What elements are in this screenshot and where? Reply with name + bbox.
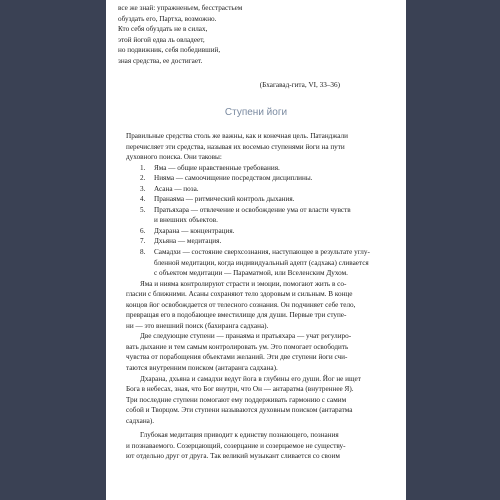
step-number: 2. bbox=[140, 174, 146, 183]
step-line bbox=[126, 205, 404, 216]
step-line bbox=[126, 184, 404, 195]
verse-line: но подвижник, себя победивший, bbox=[118, 46, 221, 55]
step-text: Нияма — самоочищение посредством дисциплины. bbox=[154, 174, 313, 183]
paragraph-line: Яма и нияма контролируют страсти и эмоции, помогают жить в со- bbox=[140, 279, 347, 288]
paragraph-line: концов йог освобождается от телесного сознания. Он подчиняет себе тело, bbox=[126, 300, 356, 309]
paragraph-line: садхана). bbox=[126, 416, 155, 425]
step-line bbox=[126, 258, 404, 269]
step-line bbox=[126, 215, 404, 226]
step-number: 7. bbox=[140, 237, 146, 246]
step-text: Пранаяма — ритмический контроль дыхания. bbox=[154, 195, 295, 204]
paragraph-line: таются внутренним поиском (антаранга садхана). bbox=[126, 364, 278, 373]
step-line bbox=[126, 226, 404, 237]
step-line bbox=[126, 173, 404, 184]
book-page[interactable] bbox=[106, 0, 406, 500]
verse-line: зная средства, ее достигает. bbox=[118, 56, 203, 65]
verse-line: этой йогой едва ль овладеет, bbox=[118, 35, 205, 44]
verse-line: Кто себя обуздать не в силах, bbox=[118, 25, 208, 34]
step-number: 3. bbox=[140, 184, 146, 193]
step-line bbox=[126, 247, 404, 258]
step-line bbox=[126, 236, 404, 247]
paragraph-line: собой и Творцом. Эти ступени называются духовным поиском (антаратма bbox=[126, 406, 353, 415]
paragraph-line: Глубокая медитация приводит к единству познающего, познания bbox=[140, 431, 339, 440]
intro-line: Правильные средства столь же важны, как и конечная цель. Патанджали bbox=[126, 132, 348, 140]
paragraph-line: ют отдельно друг от друга. Так великий музыкант сливается со своим bbox=[126, 452, 340, 461]
paragraph-line: ни — это внешний поиск (бахиранга садхана). bbox=[126, 321, 269, 330]
verse-block bbox=[118, 3, 398, 67]
step-line bbox=[126, 163, 404, 174]
paragraph-line: Три последние ступени помогают ему поддерживать гармонию с самим bbox=[126, 395, 347, 404]
verse-line: обуздать его, Партха, возможно. bbox=[118, 14, 217, 23]
step-text: Асана — поза. bbox=[154, 184, 199, 193]
paragraph-line: превращая его в подобающее вместилище для души. Первые три ступе- bbox=[126, 311, 347, 320]
step-line bbox=[126, 268, 404, 279]
step-text: Пратьяхара — отвлечение и освобождение ума от власти чувств bbox=[154, 205, 351, 214]
intro-line: перечисляет эти средства, называя их восемью ступенями йоги на пути bbox=[126, 142, 345, 151]
section-heading: Ступени йоги bbox=[224, 107, 288, 118]
step-text: бленной медитации, когда индивидуальный адепт (садхака) сливается bbox=[154, 258, 369, 267]
verse-line: все же знай: упражненьем, бесстрастьем bbox=[118, 4, 243, 12]
paragraph-line: Две следующие ступени — пранаяма и пратьяхара — учат регулиро- bbox=[140, 332, 352, 341]
paragraph-line: и познаваемого. Созерцающий, созерцание и созерцаемое не существу- bbox=[126, 441, 346, 450]
step-number: 4. bbox=[140, 195, 146, 204]
step-text: Дхарана — концентрация. bbox=[154, 226, 235, 235]
step-number: 6. bbox=[140, 226, 146, 235]
verse-source: (Бхагавад-гита, VI, 33–36) bbox=[259, 81, 340, 89]
body-text bbox=[126, 131, 404, 462]
paragraph-line: Дхарана, дхьяна и самадхи ведут йога в глубины его души. Йог не ищет bbox=[140, 374, 361, 383]
step-text: с объектом медитации — Параматмой, или Вселенским Духом. bbox=[154, 269, 348, 278]
step-line bbox=[126, 194, 404, 205]
step-text: Дхьяна — медитация. bbox=[154, 237, 222, 246]
intro-line: духовного поиска. Они таковы: bbox=[126, 153, 222, 162]
step-text: и внешних объектов. bbox=[154, 216, 218, 225]
step-number: 1. bbox=[140, 163, 146, 172]
step-number: 8. bbox=[140, 248, 146, 257]
step-text: Яма — общие нравственные требования. bbox=[154, 163, 280, 172]
paragraph-line: Бога в небесах, зная, что Бог внутри, что Он — антаратма (внутреннее Я). bbox=[126, 385, 354, 394]
paragraph-line: чувства от порабощения объектами желаний. Эти две ступени йоги счи- bbox=[126, 353, 348, 362]
paragraph-line: гласии с ближними. Асаны сохраняют тело здоровым и сильным. В конце bbox=[126, 290, 353, 299]
paragraph-line: вать дыхание и тем самым контролировать ум. Это помогает освободить bbox=[126, 342, 349, 351]
step-text: Самадхи — состояние сверхсознания, наступающее в результате углу- bbox=[154, 248, 370, 257]
step-number: 5. bbox=[140, 205, 146, 214]
